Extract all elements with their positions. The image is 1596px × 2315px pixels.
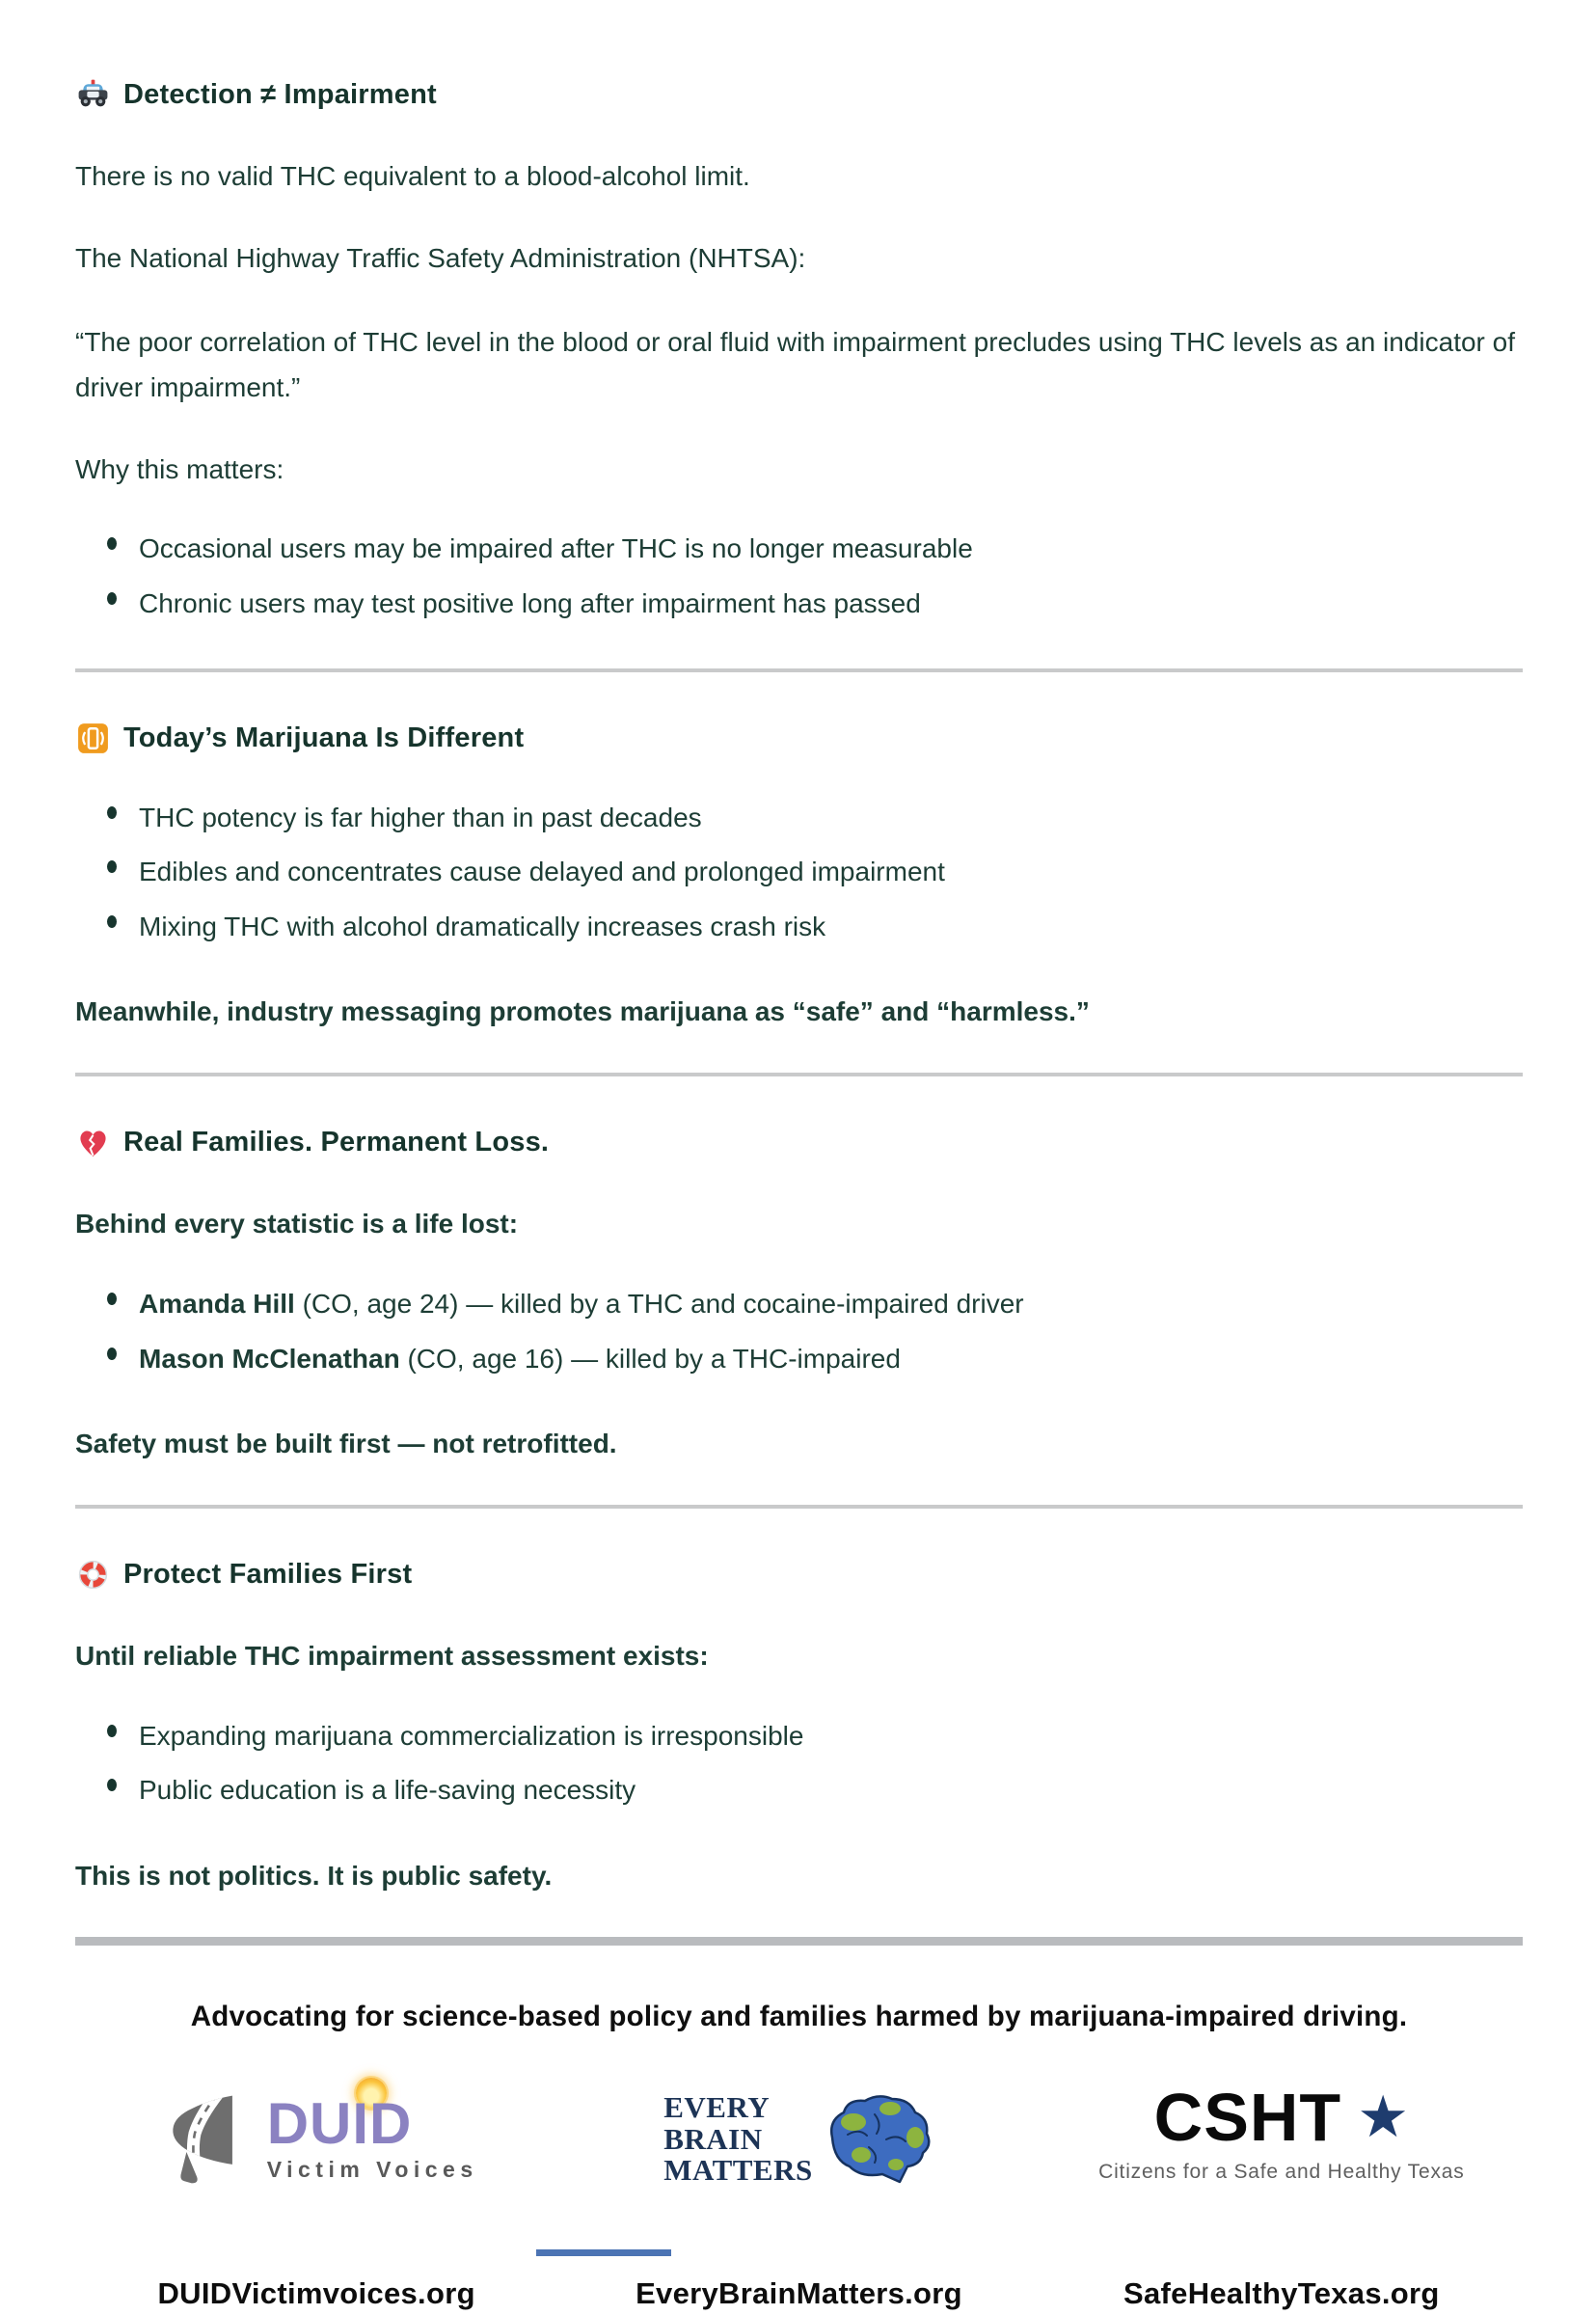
ebm-line: BRAIN: [663, 2121, 763, 2156]
victim-detail: (CO, age 16) — killed by a THC-impaired: [399, 1343, 901, 1374]
lead-paragraph: Until reliable THC impairment assessment exists:: [75, 1641, 709, 1671]
emphasis-paragraph: Meanwhile, industry messaging promotes marijuana as “safe” and “harmless.”: [75, 996, 1090, 1027]
ebm-wordmark: [663, 2092, 813, 2187]
bullet-dot-icon: [107, 1779, 117, 1791]
org-url-ebm: EveryBrainMatters.org: [636, 2275, 962, 2310]
bullet-dot-icon: [107, 915, 117, 928]
org-ebm: [557, 2082, 1040, 2315]
section-title-text: Real Families. Permanent Loss.: [123, 1127, 550, 1158]
bullet-text: Expanding marijuana commercialization is irresponsible: [139, 1720, 804, 1751]
bullet-dot-icon: [107, 592, 117, 605]
section-detection-title: [75, 77, 1523, 113]
vibration-phone-icon: [75, 721, 111, 756]
emphasis-paragraph: This is not politics. It is public safety.: [75, 1860, 553, 1891]
section-divider: [75, 668, 1523, 672]
partial-element-bottom: [536, 2249, 671, 2256]
victim-detail: (CO, age 24) — killed by a THC and cocaine-impaired driver: [294, 1289, 1024, 1320]
bullet-item: [107, 1771, 1523, 1811]
section-divider: [75, 1505, 1523, 1509]
section-families-title: [75, 1125, 1523, 1160]
victim-list: [75, 1285, 1523, 1378]
org-csht: [1041, 2079, 1523, 2315]
bullet-item: [107, 799, 1523, 838]
bullet-dot-icon: [107, 1293, 117, 1305]
footer-divider: [75, 1937, 1523, 1946]
brain-globe-icon: [819, 2091, 934, 2188]
bullet-text: Chronic users may test positive long after impairment has passed: [139, 588, 921, 619]
bullet-item: [107, 585, 1523, 624]
megaphone-road-icon: [155, 2087, 259, 2192]
victim-item: [107, 1285, 1523, 1324]
org-duid: [75, 2082, 557, 2315]
duid-wordmark-block: [266, 2091, 478, 2183]
bullet-list: [75, 530, 1523, 623]
bullet-dot-icon: [107, 537, 117, 550]
bullet-text: Occasional users may be impaired after THC is no longer measurable: [139, 533, 973, 564]
bullet-text: Public education is a life-saving necessity: [139, 1775, 636, 1806]
duid-subtext: Victim Voices: [266, 2157, 478, 2183]
bullet-list: [75, 799, 1523, 947]
police-car-icon: [75, 77, 111, 113]
org-url-csht: SafeHealthyTexas.org: [1123, 2275, 1440, 2310]
every-brain-matters-logo: [663, 2091, 934, 2188]
lead-paragraph: Behind every statistic is a life lost:: [75, 1209, 519, 1239]
bullet-text: Mixing THC with alcohol dramatically increases crash risk: [139, 911, 826, 941]
bullet-item: [107, 1717, 1523, 1757]
footer-tagline: Advocating for science-based policy and families harmed by marijuana-impaired driving.: [190, 2000, 1408, 2032]
bullet-dot-icon: [107, 1348, 117, 1360]
emphasis-paragraph: Safety must be built first — not retrofitted.: [75, 1429, 617, 1459]
csht-wordmark-row: [1153, 2079, 1409, 2155]
section-title-text: Today’s Marijuana Is Different: [123, 722, 525, 753]
star-icon: ★: [1357, 2084, 1409, 2149]
bullet-dot-icon: [107, 1725, 117, 1737]
section-protect-title: [75, 1557, 1523, 1593]
ebm-line: EVERY: [663, 2090, 771, 2125]
body-paragraph: There is no valid THC equivalent to a blood-alcohol limit.: [75, 161, 750, 191]
csht-logo: [1098, 2079, 1465, 2184]
bullet-text: THC potency is far higher than in past decades: [139, 802, 702, 832]
body-paragraph: Why this matters:: [75, 453, 284, 484]
ebm-line: MATTERS: [663, 2153, 813, 2188]
section-different-title: [75, 721, 1523, 756]
body-paragraph: The National Highway Traffic Safety Administration (NHTSA):: [75, 242, 806, 273]
victim-name: Mason McClenathan: [139, 1343, 400, 1374]
section-title-text: Protect Families First: [123, 1559, 413, 1591]
duid-wordmark-text: DUID: [266, 2091, 413, 2157]
bullet-text: Edibles and concentrates cause delayed and prolonged impairment: [139, 857, 945, 887]
org-logo-row: [75, 2079, 1523, 2315]
broken-heart-icon: [75, 1125, 111, 1160]
nhtsa-quote-paragraph: “The poor correlation of THC level in the blood or oral fluid with impairment precludes using THC levels as an indicator of driver impairment.”: [75, 326, 1516, 402]
life-ring-icon: [75, 1557, 111, 1593]
bullet-list: [75, 1717, 1523, 1811]
section-title-text: Detection ≠ Impairment: [123, 79, 437, 111]
victim-item: [107, 1340, 1523, 1379]
duid-victim-voices-logo: [155, 2087, 478, 2192]
bullet-item: [107, 908, 1523, 947]
org-url-duid: DUIDVictimvoices.org: [157, 2275, 475, 2310]
csht-wordmark: CSHT: [1153, 2079, 1342, 2155]
bullet-dot-icon: [107, 806, 117, 819]
csht-subtext: Citizens for a Safe and Healthy Texas: [1098, 2160, 1465, 2183]
bullet-item: [107, 853, 1523, 892]
victim-name: Amanda Hill: [139, 1289, 295, 1320]
bullet-dot-icon: [107, 860, 117, 873]
section-divider: [75, 1073, 1523, 1076]
bullet-item: [107, 530, 1523, 569]
duid-wordmark: [266, 2091, 478, 2157]
